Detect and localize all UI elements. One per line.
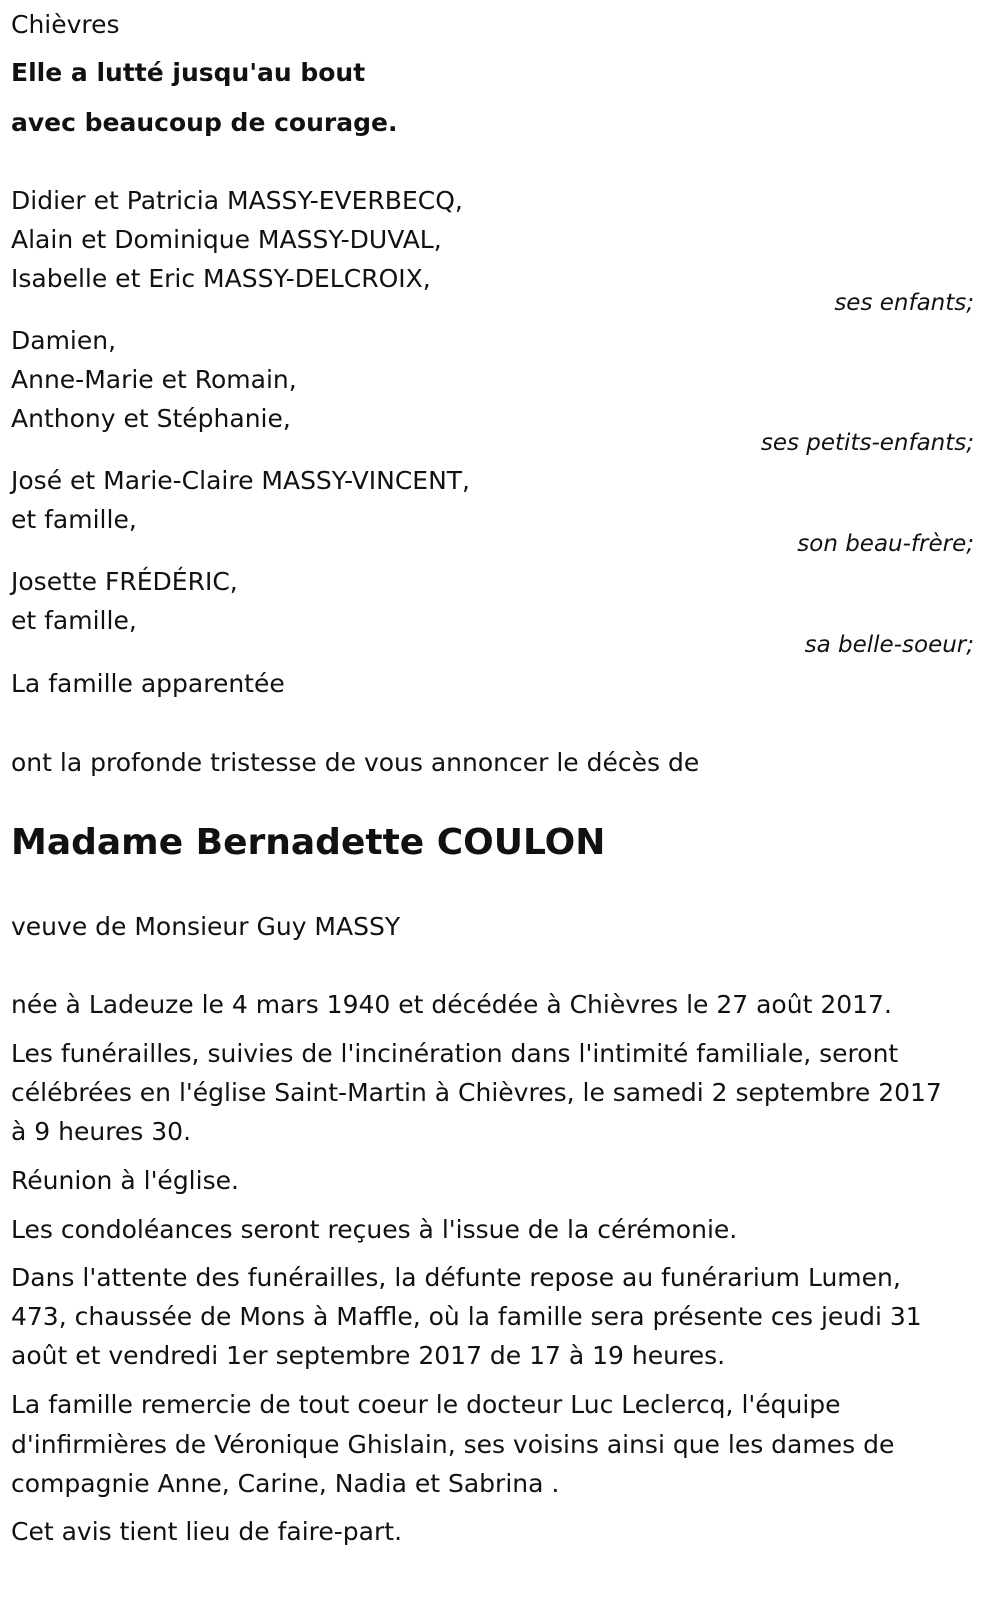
sister-in-law-name-1: Josette FRÉDÉRIC,: [11, 567, 238, 596]
grandchildren-name-1: Damien,: [11, 326, 117, 355]
announcement-text: ont la profonde tristesse de vous annoncer le décès de: [11, 748, 700, 777]
related-family-text: La famille apparentée: [11, 669, 285, 698]
condolences-text: Les condoléances seront reçues à l'issue de la cérémonie.: [11, 1215, 738, 1244]
funerarium-line-2: 473, chaussée de Mons à Maffle, où la famille sera présente ces jeudi 31: [11, 1302, 922, 1331]
children-name-2: Alain et Dominique MASSY-DUVAL,: [11, 225, 442, 254]
brother-in-law-role: son beau-frère;: [797, 531, 974, 557]
quote-line-2: avec beaucoup de courage.: [11, 108, 398, 137]
funeral-line-3: à 9 heures 30.: [11, 1117, 192, 1146]
sister-in-law-name-2: et famille,: [11, 606, 137, 635]
grandchildren-name-3: Anthony et Stéphanie,: [11, 404, 291, 433]
funerarium-line-3: août et vendredi 1er septembre 2017 de 17 à 19 heures.: [11, 1341, 726, 1370]
thanks-line-1: La famille remercie de tout coeur le docteur Luc Leclercq, l'équipe: [11, 1390, 841, 1419]
funeral-line-1: Les funérailles, suivies de l'incinération dans l'intimité familiale, seront: [11, 1039, 899, 1068]
meeting-text: Réunion à l'église.: [11, 1166, 239, 1195]
children-name-3: Isabelle et Eric MASSY-DELCROIX,: [11, 264, 431, 293]
children-name-1: Didier et Patricia MASSY-EVERBECQ,: [11, 186, 463, 215]
brother-in-law-name-2: et famille,: [11, 505, 137, 534]
children-role: ses enfants;: [834, 290, 974, 316]
brother-in-law-name-1: José et Marie-Claire MASSY-VINCENT,: [11, 466, 471, 495]
grandchildren-role: ses petits-enfants;: [760, 430, 974, 456]
deceased-name: Madame Bernadette COULON: [11, 822, 606, 863]
thanks-line-2: d'infirmières de Véronique Ghislain, ses voisins ainsi que les dames de: [11, 1430, 895, 1459]
grandchildren-name-2: Anne-Marie et Romain,: [11, 365, 297, 394]
funerarium-line-1: Dans l'attente des funérailles, la défunte repose au funérarium Lumen,: [11, 1263, 901, 1292]
location-text: Chièvres: [11, 10, 120, 39]
thanks-line-3: compagnie Anne, Carine, Nadia et Sabrina .: [11, 1469, 560, 1498]
birth-death-text: née à Ladeuze le 4 mars 1940 et décédée à Chièvres le 27 août 2017.: [11, 990, 892, 1019]
notice-text: Cet avis tient lieu de faire-part.: [11, 1517, 403, 1546]
widow-of-text: veuve de Monsieur Guy MASSY: [11, 912, 401, 941]
sister-in-law-role: sa belle-soeur;: [804, 632, 974, 658]
quote-line-1: Elle a lutté jusqu'au bout: [11, 58, 366, 87]
funeral-line-2: célébrées en l'église Saint-Martin à Chièvres, le samedi 2 septembre 2017: [11, 1078, 942, 1107]
